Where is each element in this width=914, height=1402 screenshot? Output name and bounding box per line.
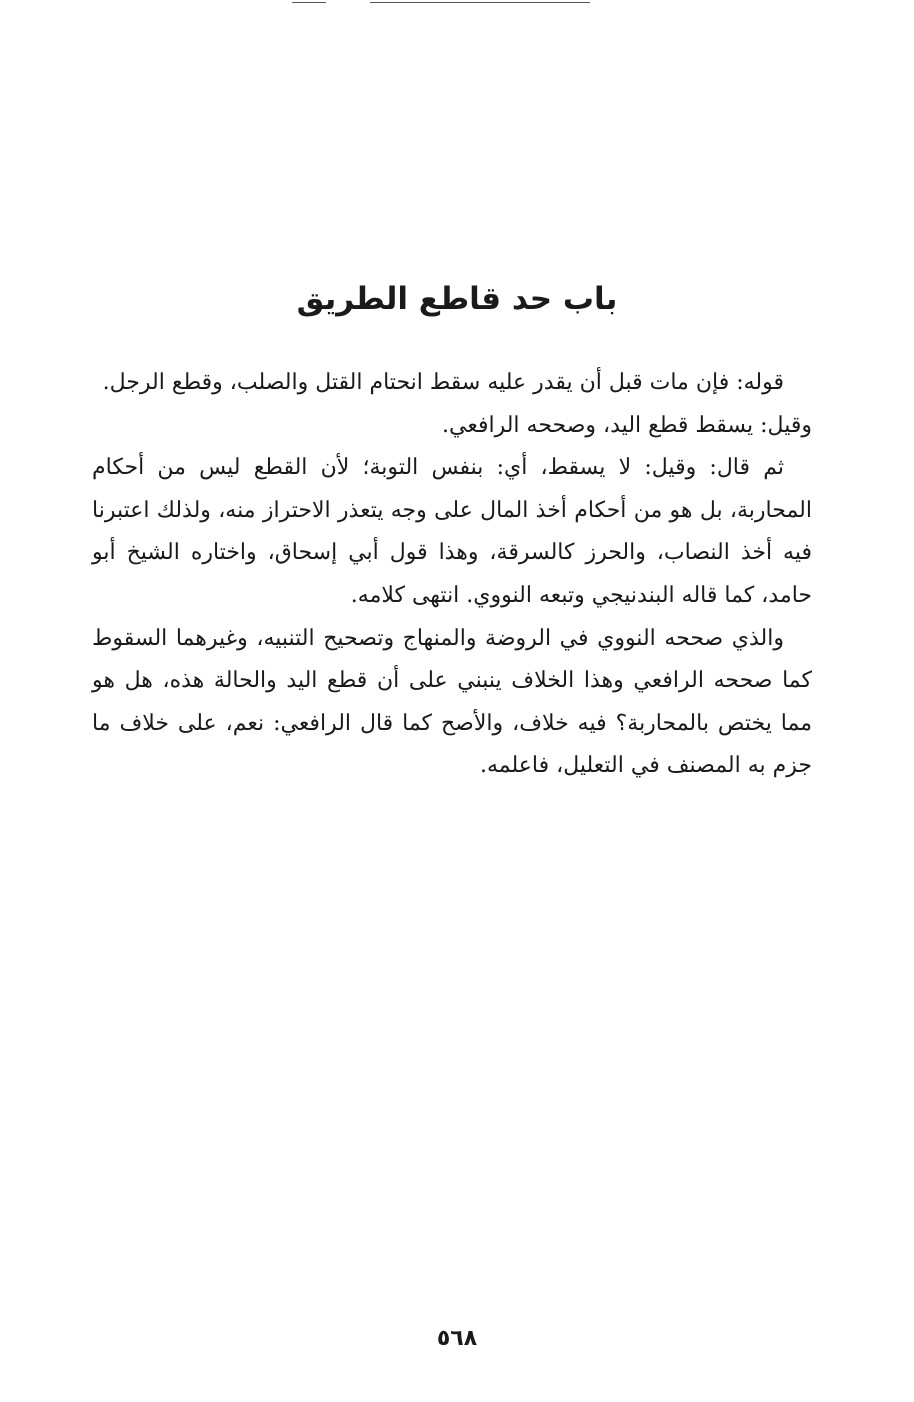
chapter-title: باب حد قاطع الطريق <box>296 280 618 317</box>
paragraph-2: وقيل: يسقط قطع اليد، وصححه الرافعي. <box>442 412 812 438</box>
page-number: ٥٦٨ <box>436 1326 478 1351</box>
body-text <box>92 362 812 788</box>
paragraph-1: قوله: فإن مات قبل أن يقدر عليه سقط انحتام القتل والصلب، وقطع الرجل. <box>102 370 784 395</box>
paragraph-3: ثم قال: وقيل: لا يسقط، أي: بنفس التوبة؛ لأن القطع ليس من أحكام المحاربة، بل هو من أحكام أخذ المال على وجه يتعذر الاحتراز منه، ولذلك اعتبرنا فيه أخذ النصاب، والحرز كالسرقة، وهذا قول أبي إسحاق، واختاره الشيخ أبو حامد، كما قاله البندنيجي وتبعه النووي. انتهى كلامه. <box>92 455 812 608</box>
top-rule-short <box>292 2 326 3</box>
top-rule-long <box>370 2 590 3</box>
paragraph-4: والذي صححه النووي في الروضة والمنهاج وتصحيح التنبيه، وغيرهما السقوط كما صححه الرافعي وهذا الخلاف ينبني على أن قطع اليد والحالة هذه، هل هو مما يختص بالمحاربة؟ فيه خلاف، والأصح كما قال الرافعي: نعم، على خلاف ما جزم به المصنف في التعليل، فاعلمه. <box>92 625 812 779</box>
